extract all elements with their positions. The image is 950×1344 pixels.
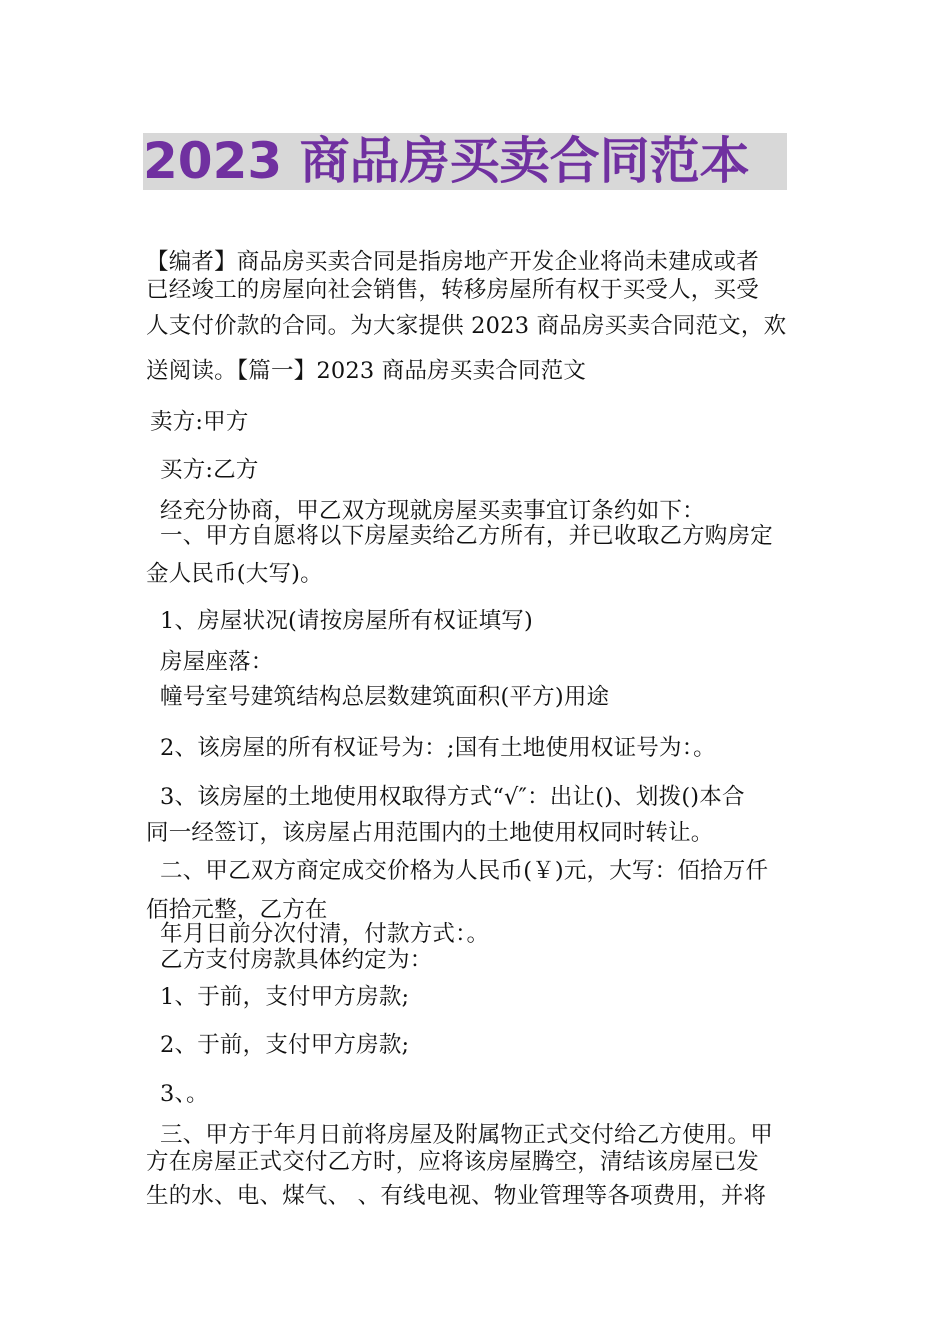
item-line: 幢号室号建筑结构总层数建筑面积(平方)用途	[160, 684, 610, 710]
paragraph-line: 金人民币(大写)。	[146, 561, 323, 587]
paragraph-line: 经充分协商，甲乙双方现就房屋买卖事宜订条约如下：	[160, 498, 705, 524]
buyer-line: 买方:乙方	[160, 457, 259, 483]
paragraph-line: 生的水、电、煤气、 、有线电视、物业管理等各项费用，并将	[146, 1183, 767, 1209]
seller-line: 卖方:甲方	[150, 409, 249, 435]
paragraph-line: 同一经签订，该房屋占用范围内的土地使用权同时转让。	[146, 820, 714, 846]
paragraph-line: 【编者】商品房买卖合同是指房地产开发企业将尚未建成或者	[146, 249, 759, 275]
paragraph-line: 人支付价款的合同。为大家提供 2023 商品房买卖合同范文，欢	[146, 313, 787, 339]
clause-one-line: 一、甲方自愿将以下房屋卖给乙方所有，并已收取乙方购房定	[160, 523, 773, 549]
paragraph-line: 已经竣工的房屋向社会销售，转移房屋所有权于买受人，买受	[146, 277, 759, 303]
item-line: 1、房屋状况(请按房屋所有权证填写)	[160, 608, 533, 634]
item-line: 房屋座落：	[160, 649, 274, 675]
paragraph-line: 乙方支付房款具体约定为：	[160, 947, 433, 973]
paragraph-line: 方在房屋正式交付乙方时，应将该房屋腾空，清结该房屋已发	[146, 1149, 759, 1175]
item-line: 2、该房屋的所有权证号为：;国有土地使用权证号为：。	[160, 735, 716, 761]
payment-item: 2、于前，支付甲方房款;	[160, 1032, 410, 1058]
paragraph-line: 送阅读。【篇一】2023 商品房买卖合同范文	[146, 358, 587, 384]
paragraph-line: 佰拾元整，乙方在	[146, 897, 328, 923]
payment-item: 3、。	[160, 1081, 209, 1107]
document-title: 2023 商品房买卖合同范本	[143, 132, 750, 190]
payment-item: 1、于前，支付甲方房款;	[160, 984, 410, 1010]
title-highlight	[143, 133, 787, 190]
clause-two-line: 二、甲乙双方商定成交价格为人民币(￥)元，大写：佰拾万仟	[160, 858, 769, 884]
paragraph-line: 年月日前分次付清，付款方式：。	[160, 921, 490, 947]
item-line: 3、该房屋的土地使用权取得方式“√″：出让()、划拨()本合	[160, 784, 745, 810]
clause-three-line: 三、甲方于年月日前将房屋及附属物正式交付给乙方使用。甲	[160, 1122, 773, 1148]
